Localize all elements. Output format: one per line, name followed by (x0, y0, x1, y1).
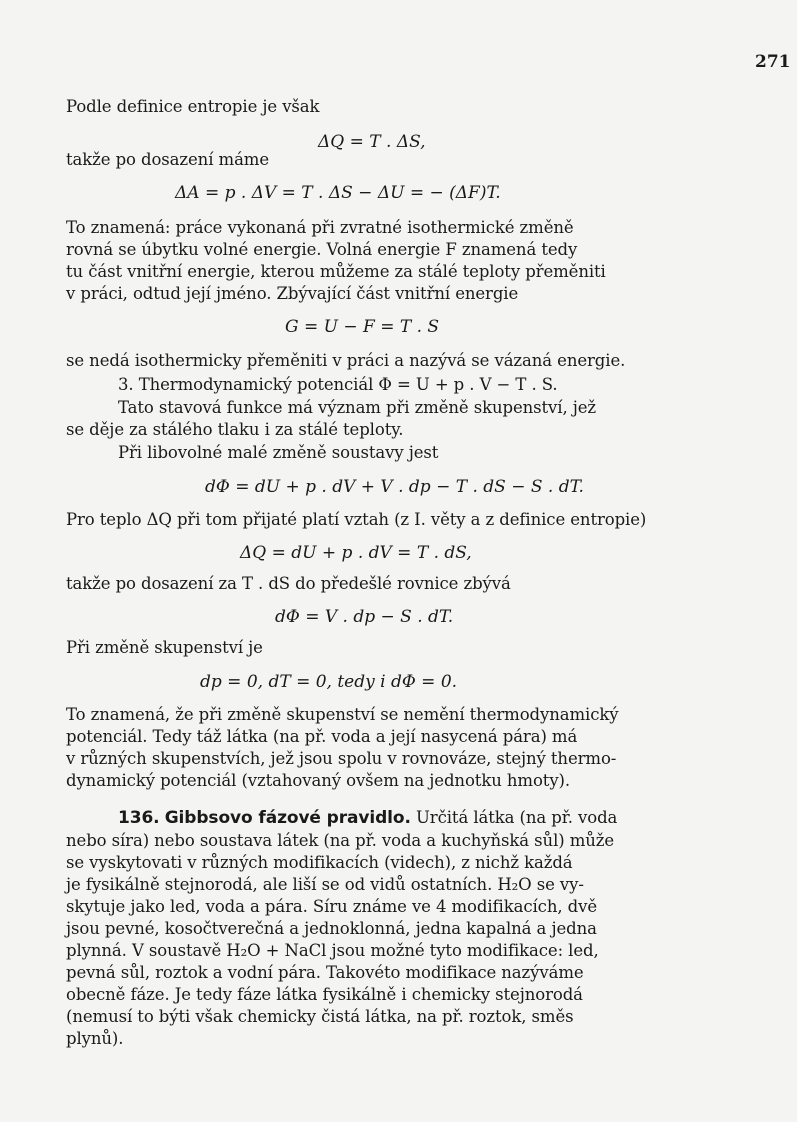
section-number: 136. (118, 808, 160, 828)
text-line: Tato stavová funkce má význam při změně skupenství, jež (118, 398, 597, 417)
text-line: takže po dosazení za T . dS do předešlé rovnice zbývá (66, 574, 511, 593)
equation: dΦ = V . dp − S . dT. (275, 607, 454, 627)
text-line: Pro teplo ΔQ při tom přijaté platí vztah (z I. věty a z definice entropie) (66, 510, 647, 529)
equation: ΔA = p . ΔV = T . ΔS − ΔU = − (ΔF)T. (175, 183, 501, 203)
text-line: potenciál. Tedy táž látka (na př. voda a její nasycená pára) má (66, 727, 578, 746)
section-lead: Určitá látka (na př. voda (416, 808, 618, 827)
text-line: rovná se úbytku volné energie. Volná energie F znamená tedy (66, 240, 578, 259)
text-line: skytuje jako led, voda a pára. Síru známe ve 4 modifikacích, dvě (66, 897, 597, 916)
section-heading (118, 808, 617, 828)
text-line: Podle definice entropie je však (66, 97, 320, 116)
text-line: se nedá isothermicky přeměniti v práci a nazývá se vázaná energie. (66, 351, 626, 370)
text-line: To znamená: práce vykonaná při zvratné isothermické změně (66, 218, 574, 237)
text-line: se vyskytovati v různých modifikacích (videch), z nichž každá (66, 853, 573, 872)
text-line: Při změně skupenství je (66, 638, 263, 657)
text-line: v různých skupenstvích, jež jsou spolu v rovnováze, stejný thermo- (66, 749, 617, 768)
text-line: tu část vnitřní energie, kterou můžeme za stálé teploty přeměniti (66, 262, 606, 281)
text-line: obecně fáze. Je tedy fáze látka fysikálně i chemicky stejnorodá (66, 985, 583, 1004)
page-number: 271 (755, 52, 791, 72)
text-line: dynamický potenciál (vztahovaný ovšem na jednotku hmoty). (66, 771, 571, 790)
text-line: plynná. V soustavě H₂O + NaCl jsou možné tyto modifikace: led, (66, 941, 599, 960)
text-line: pevná sůl, roztok a vodní pára. Takovéto modifikace nazýváme (66, 963, 584, 982)
equation: G = U − F = T . S (285, 317, 440, 337)
text-line: 3. Thermodynamický potenciál Φ = U + p . V − T . S. (118, 375, 558, 394)
text-line: (nemusí to býti však chemicky čistá látka, na př. roztok, směs (66, 1007, 574, 1026)
text-line: se děje za stálého tlaku i za stálé teploty. (66, 420, 404, 439)
text-line: To znamená, že při změně skupenství se nemění thermodynamický (66, 705, 619, 724)
equation: dp = 0, dT = 0, tedy i dΦ = 0. (200, 672, 458, 692)
text-line: Při libovolné malé změně soustavy jest (118, 443, 439, 462)
text-line: takže po dosazení máme (66, 150, 270, 169)
text-line: plynů). (66, 1029, 124, 1048)
section-title: Gibbsovo fázové pravidlo. (164, 808, 411, 828)
equation: ΔQ = T . ΔS, (318, 132, 426, 152)
text-line: jsou pevné, kosočtverečná a jednoklonná, jedna kapalná a jedna (66, 919, 597, 938)
equation: ΔQ = dU + p . dV = T . dS, (240, 543, 472, 563)
text-line: v práci, odtud její jméno. Zbývající část vnitřní energie (66, 284, 519, 303)
text-line: je fysikálně stejnorodá, ale liší se od vidů ostatních. H₂O se vy- (66, 875, 584, 894)
text-line: nebo síra) nebo soustava látek (na př. voda a kuchyňská sůl) může (66, 831, 615, 850)
equation: dΦ = dU + p . dV + V . dp − T . dS − S . dT. (205, 477, 584, 497)
